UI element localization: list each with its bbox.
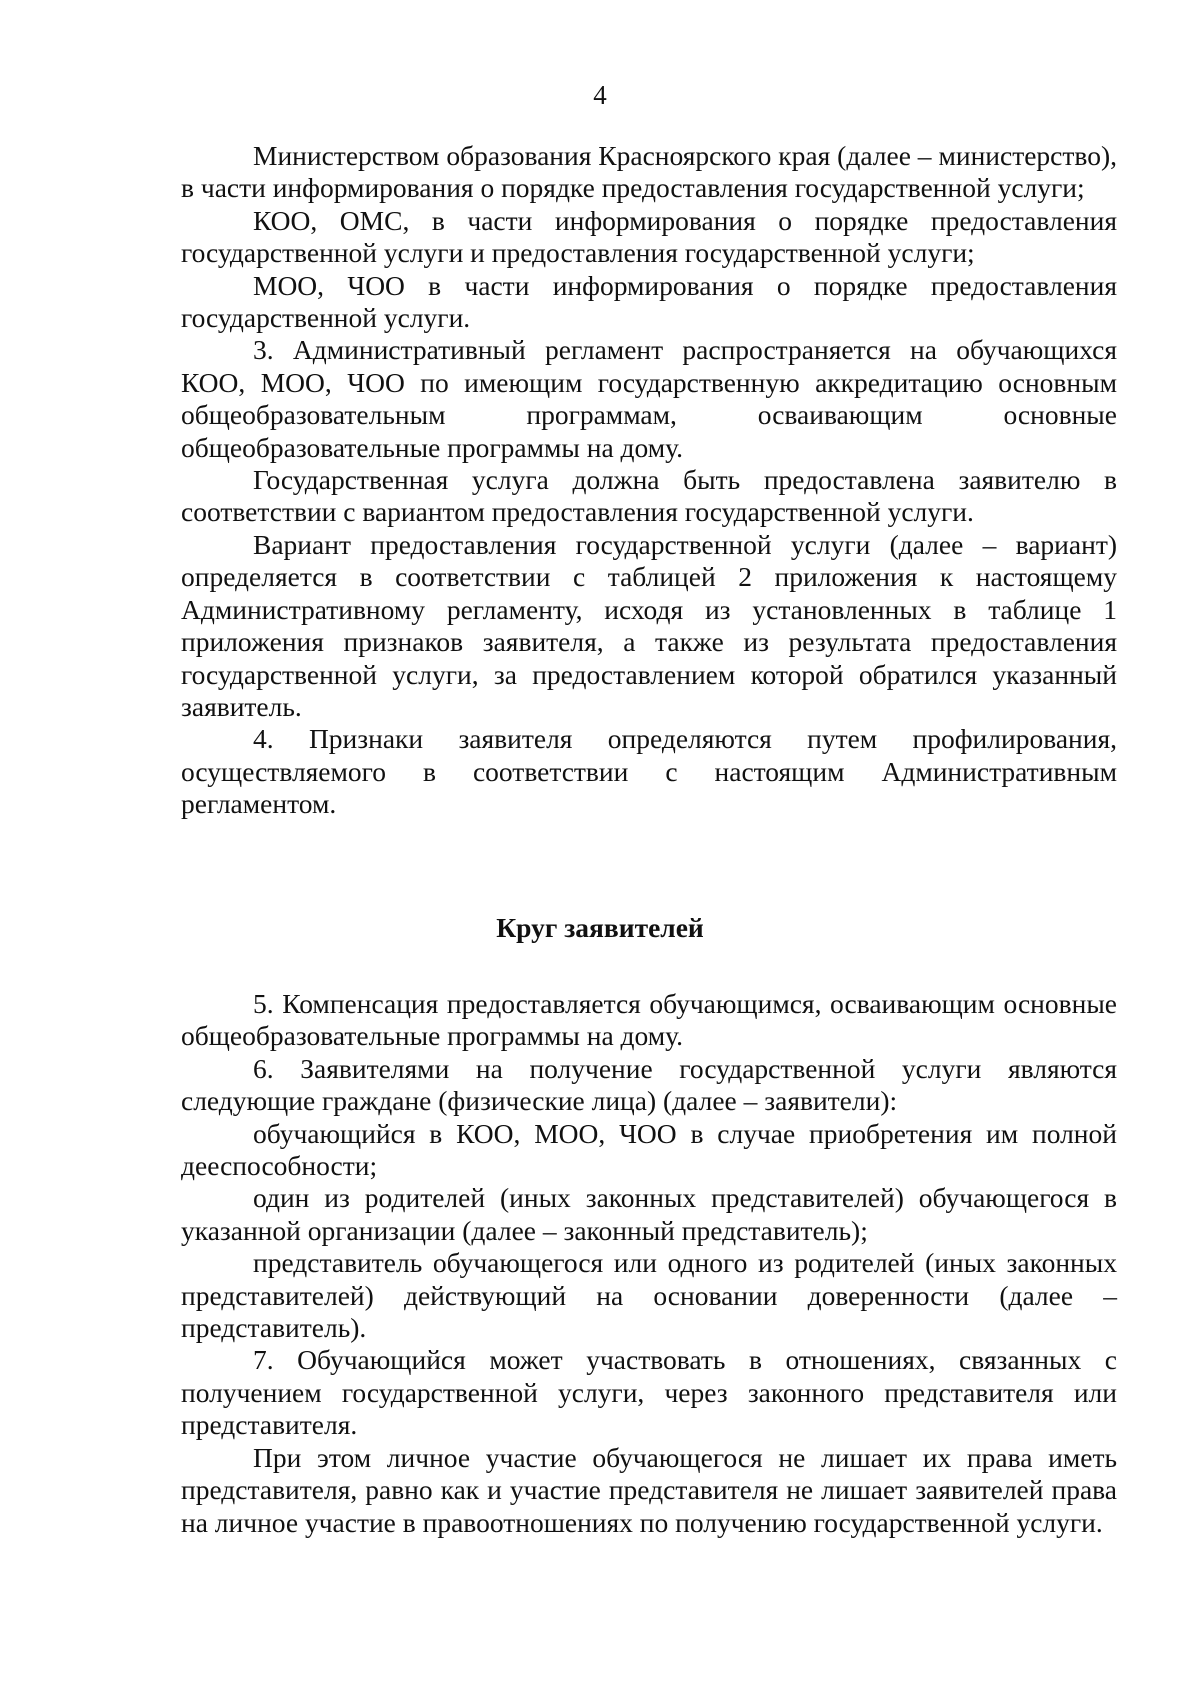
paragraph: 5. Компенсация предоставляется обучающимся, осваивающим основные общеобразовательные программы на дому. xyxy=(181,988,1117,1052)
paragraph: 7. Обучающийся может участвовать в отношениях, связанных с получением государственной услуги, через законного представителя или представителя. xyxy=(181,1344,1117,1441)
paragraph: представитель обучающегося или одного из родителей (иных законных представителей) действующий на основании доверенности (далее – представитель). xyxy=(181,1247,1117,1344)
paragraph: Государственная услуга должна быть предоставлена заявителю в соответствии с вариантом предоставления государственной услуги. xyxy=(181,464,1117,528)
paragraph: обучающийся в КОО, МОО, ЧОО в случае приобретения им полной дееспособности; xyxy=(181,1117,1117,1182)
paragraph: 4. Признаки заявителя определяются путем профилирования, осуществляемого в соответствии с настоящим Административным регламентом. xyxy=(181,723,1117,820)
paragraph: Министерством образования Красноярского края (далее – министерство), в части информирования о порядке предоставления государственной услуги; xyxy=(181,140,1117,204)
paragraph: один из родителей (иных законных представителей) обучающегося в указанной организации (далее – законный представитель); xyxy=(181,1182,1117,1246)
page-number: 4 xyxy=(593,80,607,110)
section-heading: Круг заявителей xyxy=(496,912,704,943)
paragraph: Вариант предоставления государственной услуги (далее – вариант) определяется в соответствии с таблицей 2 приложения к настоящему Административному регламенту, исходя из установленных в таблице 1 приложения признаков заявителя, а также из результата предоставления государственной услуги, за предоставлением которой обратился указанный заявитель. xyxy=(181,528,1117,722)
body-text-bottom xyxy=(181,988,1117,1539)
paragraph: 6. Заявителями на получение государственной услуги являются следующие граждане (физические лица) (далее – заявители): xyxy=(181,1052,1117,1117)
paragraph: 3. Административный регламент распространяется на обучающихся КОО, МОО, ЧОО по имеющим государственную аккредитацию основным общеобразовательным программам, осваивающим основные общеобразовательные программы на дому. xyxy=(181,334,1117,463)
paragraph: КОО, ОМС, в части информирования о порядке предоставления государственной услуги и предоставления государственной услуги; xyxy=(181,204,1117,269)
paragraph: МОО, ЧОО в части информирования о порядке предоставления государственной услуги. xyxy=(181,269,1117,334)
body-text-top xyxy=(181,140,1117,821)
paragraph: При этом личное участие обучающегося не лишает их права иметь представителя, равно как и участие представителя не лишает заявителей права на личное участие в правоотношениях по получению государственной услуги. xyxy=(181,1441,1117,1538)
